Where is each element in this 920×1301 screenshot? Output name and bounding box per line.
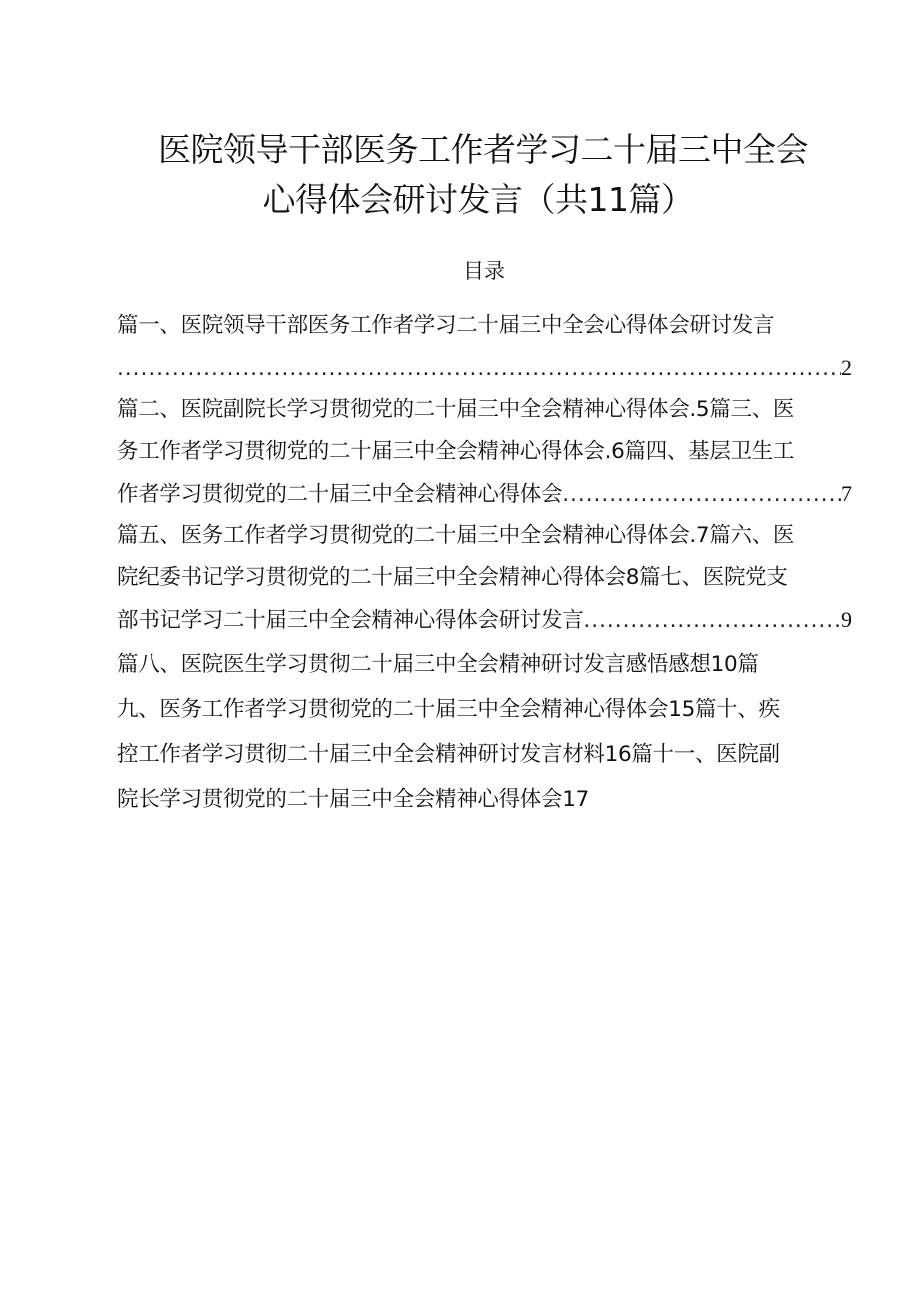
toc-leader-dots — [562, 474, 841, 515]
toc-line-text: 篇五、医务工作者学习贯彻党的二十届三中全会精神心得体会.7篇六、医 — [117, 523, 795, 548]
toc-line-3[interactable] — [117, 389, 852, 431]
toc-line-text: 院纪委书记学习贯彻党的二十届三中全会精神心得体会8篇七、医院党支 — [117, 565, 788, 590]
toc-line-10[interactable] — [117, 689, 852, 731]
toc-line-6[interactable] — [117, 515, 852, 557]
toc-line-7[interactable] — [117, 557, 852, 599]
toc-line-8[interactable] — [117, 599, 852, 641]
toc-page-number: 9 — [841, 607, 852, 632]
toc-line-4[interactable] — [117, 431, 852, 473]
toc-leader-dots — [117, 348, 841, 389]
toc-line-text: 部书记学习二十届三中全会精神心得体会研讨发言 — [117, 608, 584, 633]
toc-line-11[interactable] — [117, 734, 852, 776]
toc-line-text: 院长学习贯彻党的二十届三中全会精神心得体会17 — [117, 787, 589, 812]
toc-line-text: 篇八、医院医生学习贯彻二十届三中全会精神研讨发言感悟感想10篇 — [117, 652, 759, 677]
toc-line-1[interactable] — [117, 305, 852, 347]
toc-line-text: 作者学习贯彻党的二十届三中全会精神心得体会 — [117, 482, 563, 507]
document-title-line-2: 心得体会研讨发言（共11篇） — [262, 180, 694, 219]
toc-leader-dots — [583, 600, 841, 641]
toc-line-text: 篇一、医院领导干部医务工作者学习二十届三中全会心得体会研讨发言 — [117, 313, 775, 338]
toc-page-number: 2 — [841, 355, 852, 380]
toc-line-9[interactable] — [117, 644, 852, 686]
toc-heading: 目录 — [463, 259, 505, 283]
toc-line-text: 控工作者学习贯彻二十届三中全会精神研讨发言材料16篇十一、医院副 — [117, 742, 780, 767]
toc-page-number: 7 — [841, 481, 852, 506]
toc-line-2[interactable] — [117, 347, 852, 389]
toc-line-text: 篇二、医院副院长学习贯彻党的二十届三中全会精神心得体会.5篇三、医 — [117, 397, 795, 422]
toc-line-text: 九、医务工作者学习贯彻党的二十届三中全会精神心得体会15篇十、疾 — [117, 697, 780, 722]
toc-line-text: 务工作者学习贯彻党的二十届三中全会精神心得体会.6篇四、基层卫生工 — [117, 439, 795, 464]
document-title-line-1: 医院领导干部医务工作者学习二十届三中全会 — [158, 130, 808, 169]
toc-line-12[interactable] — [117, 779, 852, 821]
toc-line-5[interactable] — [117, 473, 852, 515]
